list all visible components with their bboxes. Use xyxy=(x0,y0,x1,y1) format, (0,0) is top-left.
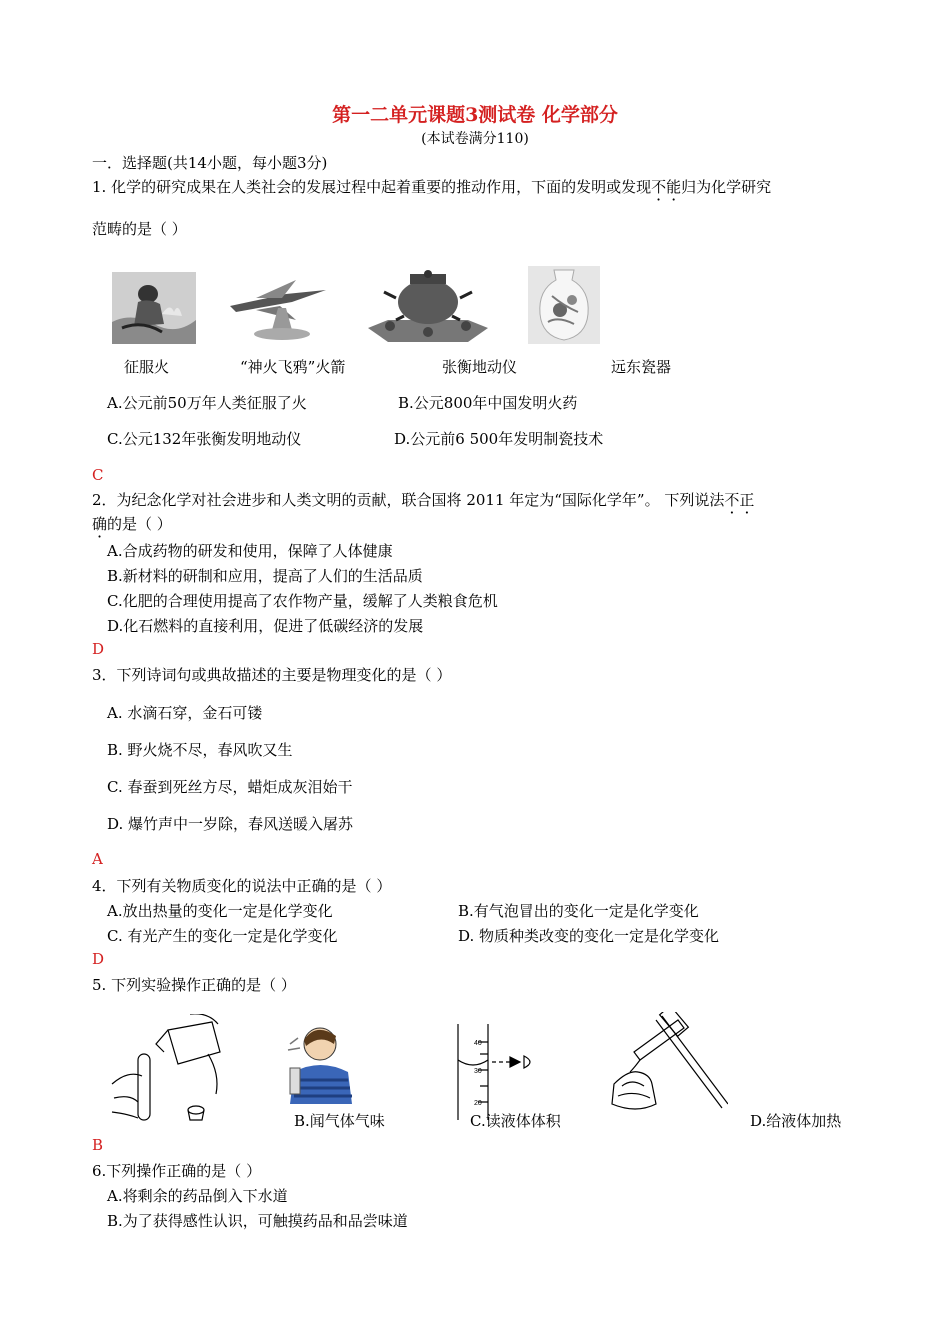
smelling-gas-image xyxy=(276,1022,360,1104)
section-heading: 一．选择题(共14小题，每小题3分) xyxy=(92,154,328,172)
cylinder-tick: 30 xyxy=(474,1068,482,1075)
question-2-stem-line2: 确的是（ ） xyxy=(92,515,172,533)
answer-label: D xyxy=(92,950,105,968)
option-a: A.放出热量的变化一定是化学变化 xyxy=(107,902,333,920)
question-6-stem: 6.下列操作正确的是（ ） xyxy=(92,1162,262,1180)
image-caption: 远东瓷器 xyxy=(611,358,672,376)
option-b: B.为了获得感性认识，可触摸药品和品尝味道 xyxy=(107,1212,408,1230)
question-2-stem: 2．为纪念化学对社会进步和人类文明的贡献，联合国将 2011 年定为“国际化学年”。 下列说法不正 xyxy=(92,491,755,509)
emphasis-char: 不 xyxy=(724,491,740,509)
image-caption: 张衡地动仪 xyxy=(442,358,518,376)
page-subtitle: (本试卷满分110) xyxy=(421,131,529,147)
option-d: D.公元前6 500年发明制瓷技术 xyxy=(394,430,604,448)
page-title: 第一二单元课题3测试卷 化学部分 xyxy=(332,104,618,126)
answer-label: D xyxy=(92,640,105,658)
heating-liquid-image xyxy=(604,1012,728,1116)
measuring-cylinder-image xyxy=(448,1024,548,1120)
option-a: A. 水滴石穿，金石可镂 xyxy=(107,704,263,722)
fire-crow-rocket-image xyxy=(226,272,330,342)
emphasis-char: 正 xyxy=(739,491,755,509)
porcelain-vase-image xyxy=(528,266,600,344)
option-b: B. 野火烧不尽，春风吹又生 xyxy=(107,741,293,759)
question-3-stem: 3．下列诗词句或典故描述的主要是物理变化的是（ ） xyxy=(92,666,452,684)
option-a: A.合成药物的研发和使用，保障了人体健康 xyxy=(107,542,393,560)
option-d: D.化石燃料的直接利用，促进了低碳经济的发展 xyxy=(107,617,424,635)
cylinder-tick: 40 xyxy=(474,1040,482,1047)
option-b: B.新材料的研制和应用，提高了人们的生活品质 xyxy=(107,567,423,585)
question-1-stem: 1. 化学的研究成果在人类社会的发展过程中起着重要的推动作用，下面的发明或发现不能归为化学研究 xyxy=(92,178,772,196)
image-caption: 征服火 xyxy=(124,358,170,376)
question-1-stem-line2: 范畴的是（ ） xyxy=(92,220,187,238)
emphasis-char: 确 xyxy=(92,515,108,533)
answer-label: A xyxy=(92,850,103,868)
option-a: A.将剩余的药品倒入下水道 xyxy=(107,1187,288,1205)
image-caption: B.闻气体气味 xyxy=(294,1112,385,1130)
emphasis-char: 不 xyxy=(651,178,667,196)
option-b: B.公元800年中国发明火药 xyxy=(398,394,578,412)
option-b: B.有气泡冒出的变化一定是化学变化 xyxy=(458,902,699,920)
pouring-liquid-image xyxy=(108,1014,228,1130)
question-5-stem: 5. 下列实验操作正确的是（ ） xyxy=(92,976,296,994)
cylinder-tick: 20 xyxy=(474,1100,482,1107)
image-caption: D.给液体加热 xyxy=(750,1112,842,1130)
seismograph-image xyxy=(368,268,488,350)
image-caption: “神火飞鸦”火箭 xyxy=(240,358,346,376)
option-d: D. 爆竹声中一岁除，春风送暖入屠苏 xyxy=(107,815,354,833)
image-caption: C.读液体体积 xyxy=(470,1112,561,1130)
option-d: D. 物质种类改变的变化一定是化学变化 xyxy=(458,927,720,945)
fire-conquest-image xyxy=(112,272,196,344)
option-c: C. 春蚕到死丝方尽，蜡炬成灰泪始干 xyxy=(107,778,353,796)
option-c: C. 有光产生的变化一定是化学变化 xyxy=(107,927,338,945)
answer-label: B xyxy=(92,1136,104,1154)
answer-label: C xyxy=(92,466,104,484)
option-c: C.化肥的合理使用提高了农作物产量，缓解了人类粮食危机 xyxy=(107,592,498,610)
option-a: A.公元前50万年人类征服了火 xyxy=(107,394,307,412)
question-4-stem: 4．下列有关物质变化的说法中正确的是（ ） xyxy=(92,877,392,895)
emphasis-char: 能 xyxy=(666,178,682,196)
option-c: C.公元132年张衡发明地动仪 xyxy=(107,430,302,448)
